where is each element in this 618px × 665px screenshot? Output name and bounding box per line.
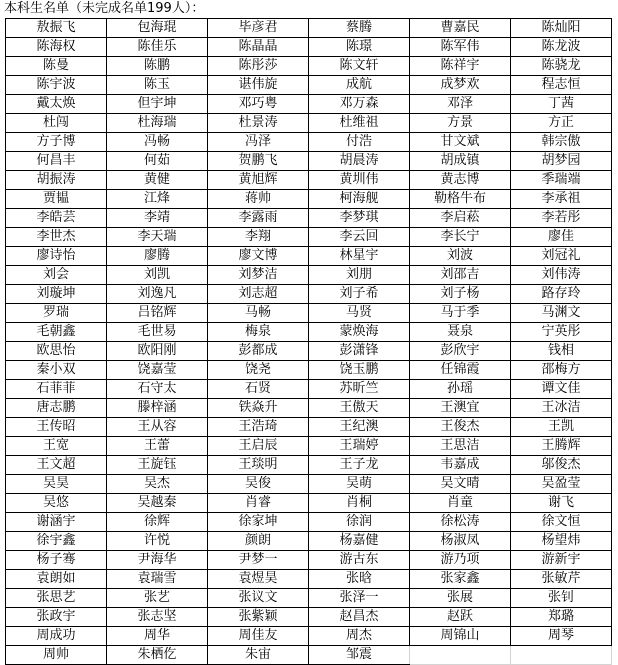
name-cell[interactable]: 勒格牛布: [410, 190, 511, 209]
name-cell[interactable]: 张议文: [208, 589, 309, 608]
table-row: [6, 76, 612, 95]
name-cell[interactable]: 韦嘉成: [410, 456, 511, 475]
name-cell[interactable]: 张家鑫: [410, 570, 511, 589]
name-cell[interactable]: 陈骁龙: [511, 57, 612, 76]
table-row: [6, 513, 612, 532]
table-row: [6, 190, 612, 209]
name-cell[interactable]: 张晗: [309, 570, 410, 589]
name-cell[interactable]: 廖文博: [208, 247, 309, 266]
name-cell[interactable]: 徐润: [309, 513, 410, 532]
name-cell[interactable]: 王宽: [6, 437, 107, 456]
name-cell[interactable]: 吴萌: [309, 475, 410, 494]
table-row: [6, 532, 612, 551]
name-cell[interactable]: 郑璐: [511, 608, 612, 627]
table-row: [6, 266, 612, 285]
name-cell[interactable]: 袁朗如: [6, 570, 107, 589]
name-cell[interactable]: 成梦欢: [410, 76, 511, 95]
name-cell[interactable]: 彭都成: [208, 342, 309, 361]
name-cell[interactable]: 贺鹏飞: [208, 152, 309, 171]
name-cell[interactable]: 石菲菲: [6, 380, 107, 399]
name-cell[interactable]: 宁英彤: [511, 323, 612, 342]
table-row: [6, 551, 612, 570]
table-row: [6, 171, 612, 190]
name-cell[interactable]: 方正: [511, 114, 612, 133]
name-cell[interactable]: 任锦霞: [410, 361, 511, 380]
name-cell[interactable]: 孙瑶: [410, 380, 511, 399]
name-cell[interactable]: 方景: [410, 114, 511, 133]
name-cell[interactable]: 徐家坤: [208, 513, 309, 532]
name-cell[interactable]: 陈曼: [6, 57, 107, 76]
name-cell[interactable]: 王蕾: [107, 437, 208, 456]
name-cell[interactable]: 张紫颖: [208, 608, 309, 627]
table-row: [6, 361, 612, 380]
name-cell[interactable]: 胡梦园: [511, 152, 612, 171]
name-cell[interactable]: 包海琨: [107, 19, 208, 38]
name-cell[interactable]: 王瑞婷: [309, 437, 410, 456]
name-cell[interactable]: 程志恒: [511, 76, 612, 95]
name-cell[interactable]: 杜维祖: [309, 114, 410, 133]
table-row: [6, 589, 612, 608]
student-name-table: [5, 18, 612, 665]
name-cell[interactable]: 黄圳伟: [309, 171, 410, 190]
name-cell[interactable]: 廖诗怡: [6, 247, 107, 266]
name-cell[interactable]: 王傲天: [309, 399, 410, 418]
name-cell[interactable]: 陈宇波: [6, 76, 107, 95]
name-cell[interactable]: 王浩琦: [208, 418, 309, 437]
name-cell[interactable]: 毛世易: [107, 323, 208, 342]
name-cell[interactable]: 尹梦一: [208, 551, 309, 570]
name-cell[interactable]: 尹海华: [107, 551, 208, 570]
table-row: [6, 304, 612, 323]
table-row: [6, 494, 612, 513]
name-cell[interactable]: 李承祖: [511, 190, 612, 209]
name-cell[interactable]: 许悦: [107, 532, 208, 551]
name-cell[interactable]: 张钊: [511, 589, 612, 608]
name-cell[interactable]: 戴太焕: [6, 95, 107, 114]
name-cell[interactable]: 何昌丰: [6, 152, 107, 171]
table-row: [6, 247, 612, 266]
name-cell[interactable]: 周杰: [309, 627, 410, 646]
name-cell[interactable]: 李云回: [309, 228, 410, 247]
name-cell[interactable]: 吴悠: [6, 494, 107, 513]
name-cell[interactable]: 杜景涛: [208, 114, 309, 133]
name-cell[interactable]: 陈海权: [6, 38, 107, 57]
name-cell[interactable]: 刘逸凡: [107, 285, 208, 304]
name-cell[interactable]: 王从容: [107, 418, 208, 437]
name-cell[interactable]: 王思洁: [410, 437, 511, 456]
name-cell[interactable]: 毕彦君: [208, 19, 309, 38]
name-cell[interactable]: 路存玲: [511, 285, 612, 304]
name-cell[interactable]: 饶嘉莹: [107, 361, 208, 380]
name-cell[interactable]: 付浩: [309, 133, 410, 152]
name-cell[interactable]: 廖腾: [107, 247, 208, 266]
table-row: [6, 380, 612, 399]
name-cell[interactable]: 谭文佳: [511, 380, 612, 399]
name-cell[interactable]: 李翔: [208, 228, 309, 247]
name-cell[interactable]: 邵梅方: [511, 361, 612, 380]
name-cell[interactable]: 杜海瑞: [107, 114, 208, 133]
name-cell[interactable]: 吴杰: [107, 475, 208, 494]
name-cell[interactable]: 刘子杨: [410, 285, 511, 304]
name-cell[interactable]: 唐志鹏: [6, 399, 107, 418]
table-row: [6, 285, 612, 304]
name-cell[interactable]: 韩宗傲: [511, 133, 612, 152]
name-cell[interactable]: 马渊文: [511, 304, 612, 323]
name-cell[interactable]: 杨淑凤: [410, 532, 511, 551]
table-row: [6, 38, 612, 57]
name-cell[interactable]: 谌伟旋: [208, 76, 309, 95]
name-cell[interactable]: 陈鹏: [107, 57, 208, 76]
name-cell[interactable]: 陈佳乐: [107, 38, 208, 57]
name-cell[interactable]: 林星宇: [309, 247, 410, 266]
name-cell[interactable]: 袁煜昊: [208, 570, 309, 589]
name-cell[interactable]: 吴俊: [208, 475, 309, 494]
name-cell[interactable]: 邓万森: [309, 95, 410, 114]
name-cell[interactable]: 吴越秦: [107, 494, 208, 513]
name-cell[interactable]: 游古东: [309, 551, 410, 570]
name-cell[interactable]: 吕铭辉: [107, 304, 208, 323]
name-cell[interactable]: 王腾辉: [511, 437, 612, 456]
name-cell[interactable]: 张志坚: [107, 608, 208, 627]
name-cell[interactable]: 蔡腾: [309, 19, 410, 38]
name-cell[interactable]: 朱宙: [208, 646, 309, 665]
name-cell[interactable]: 张敏芹: [511, 570, 612, 589]
name-cell[interactable]: 徐宇鑫: [6, 532, 107, 551]
name-cell[interactable]: 蒋帅: [208, 190, 309, 209]
name-cell[interactable]: 王旋钰: [107, 456, 208, 475]
name-cell[interactable]: 李启菘: [410, 209, 511, 228]
table-row: [6, 418, 612, 437]
name-cell[interactable]: 王启辰: [208, 437, 309, 456]
name-cell[interactable]: 刘璇坤: [6, 285, 107, 304]
name-cell[interactable]: 刘朋: [309, 266, 410, 285]
name-cell[interactable]: 廖佳: [511, 228, 612, 247]
name-cell[interactable]: 刘梦洁: [208, 266, 309, 285]
name-cell[interactable]: 王冰洁: [511, 399, 612, 418]
name-cell[interactable]: 张思艺: [6, 589, 107, 608]
name-cell[interactable]: 张展: [410, 589, 511, 608]
name-cell[interactable]: 胡晨涛: [309, 152, 410, 171]
name-cell[interactable]: 刘邵吉: [410, 266, 511, 285]
name-cell[interactable]: 李皓芸: [6, 209, 107, 228]
name-cell[interactable]: 王凯: [511, 418, 612, 437]
name-cell[interactable]: 杜闯: [6, 114, 107, 133]
name-cell[interactable]: 何茹: [107, 152, 208, 171]
name-cell[interactable]: 吴盈莹: [511, 475, 612, 494]
name-cell[interactable]: 李若彤: [511, 209, 612, 228]
name-cell[interactable]: 谢飞: [511, 494, 612, 513]
table-row: [6, 228, 612, 247]
name-cell[interactable]: 杨嘉健: [309, 532, 410, 551]
name-cell[interactable]: 肖桐: [309, 494, 410, 513]
name-cell[interactable]: 欧阳刚: [107, 342, 208, 361]
name-cell[interactable]: 周佳友: [208, 627, 309, 646]
table-row: [6, 475, 612, 494]
name-cell[interactable]: 赵昌杰: [309, 608, 410, 627]
name-cell[interactable]: 梅泉: [208, 323, 309, 342]
name-cell[interactable]: 袁瑞雪: [107, 570, 208, 589]
table-row: [6, 323, 612, 342]
name-cell[interactable]: 欧思怡: [6, 342, 107, 361]
name-cell[interactable]: 游新宇: [511, 551, 612, 570]
name-cell[interactable]: 朱栖仡: [107, 646, 208, 665]
name-cell[interactable]: 王纪澳: [309, 418, 410, 437]
name-cell[interactable]: 张政宇: [6, 608, 107, 627]
name-cell[interactable]: 谢涵宇: [6, 513, 107, 532]
name-cell[interactable]: 吴文晴: [410, 475, 511, 494]
name-cell[interactable]: 李世杰: [6, 228, 107, 247]
name-cell[interactable]: 秦小双: [6, 361, 107, 380]
name-cell[interactable]: 李天瑞: [107, 228, 208, 247]
name-cell[interactable]: 陈军伟: [410, 38, 511, 57]
name-cell[interactable]: 刘子希: [309, 285, 410, 304]
table-row: [6, 342, 612, 361]
name-cell[interactable]: 滕梓涵: [107, 399, 208, 418]
name-cell[interactable]: 陈文轩: [309, 57, 410, 76]
name-cell[interactable]: 刘志超: [208, 285, 309, 304]
name-cell[interactable]: 罗瑞: [6, 304, 107, 323]
name-cell[interactable]: 刘会: [6, 266, 107, 285]
name-cell[interactable]: 邓巧粤: [208, 95, 309, 114]
name-cell[interactable]: 吴昊: [6, 475, 107, 494]
table-row: [6, 152, 612, 171]
name-cell[interactable]: 王俊杰: [410, 418, 511, 437]
name-cell[interactable]: 游乃项: [410, 551, 511, 570]
name-cell[interactable]: 王澳宜: [410, 399, 511, 418]
name-cell[interactable]: 邬俊杰: [511, 456, 612, 475]
name-cell[interactable]: 王传昭: [6, 418, 107, 437]
student-name-table-body: [6, 19, 612, 665]
table-row: [6, 646, 612, 665]
name-cell[interactable]: 毛朝鑫: [6, 323, 107, 342]
name-cell[interactable]: 颜朗: [208, 532, 309, 551]
name-cell[interactable]: 李长宁: [410, 228, 511, 247]
table-row: [6, 57, 612, 76]
name-cell[interactable]: 饶尧: [208, 361, 309, 380]
name-cell[interactable]: 肖睿: [208, 494, 309, 513]
name-cell[interactable]: 刘伟涛: [511, 266, 612, 285]
table-row: [6, 209, 612, 228]
name-cell[interactable]: 陈玉: [107, 76, 208, 95]
name-cell[interactable]: 江烽: [107, 190, 208, 209]
name-cell[interactable]: [410, 646, 511, 665]
name-cell[interactable]: [511, 646, 612, 665]
name-cell[interactable]: 季瑞端: [511, 171, 612, 190]
name-cell[interactable]: 敖振飞: [6, 19, 107, 38]
name-cell[interactable]: 陈璟: [309, 38, 410, 57]
table-row: [6, 95, 612, 114]
name-cell[interactable]: 石守太: [107, 380, 208, 399]
name-cell[interactable]: 黄志博: [410, 171, 511, 190]
name-cell[interactable]: 丁茜: [511, 95, 612, 114]
name-cell[interactable]: 杨子骞: [6, 551, 107, 570]
table-row: [6, 608, 612, 627]
name-cell[interactable]: 徐辉: [107, 513, 208, 532]
name-cell[interactable]: 周琴: [511, 627, 612, 646]
table-row: [6, 399, 612, 418]
name-cell[interactable]: 彭潇锋: [309, 342, 410, 361]
name-cell[interactable]: 马贤: [309, 304, 410, 323]
name-cell[interactable]: 彭欣宇: [410, 342, 511, 361]
name-cell[interactable]: 刘波: [410, 247, 511, 266]
name-cell[interactable]: 陈彤莎: [208, 57, 309, 76]
name-cell[interactable]: 聂泉: [410, 323, 511, 342]
name-cell[interactable]: 柯海舰: [309, 190, 410, 209]
name-cell[interactable]: 陈灿阳: [511, 19, 612, 38]
name-cell[interactable]: 方子博: [6, 133, 107, 152]
name-cell[interactable]: 张泽一: [309, 589, 410, 608]
sheet-title: 本科生名单（未完成名单199人）：: [4, 1, 205, 16]
name-cell[interactable]: 王子龙: [309, 456, 410, 475]
name-cell[interactable]: 马于季: [410, 304, 511, 323]
name-cell[interactable]: 冯畅: [107, 133, 208, 152]
name-cell[interactable]: 蒙焕海: [309, 323, 410, 342]
name-cell[interactable]: 胡振涛: [6, 171, 107, 190]
table-row: [6, 437, 612, 456]
name-cell[interactable]: 贾韫: [6, 190, 107, 209]
name-cell[interactable]: 刘凯: [107, 266, 208, 285]
name-cell[interactable]: 铁焱升: [208, 399, 309, 418]
table-row: [6, 456, 612, 475]
name-cell[interactable]: 李靖: [107, 209, 208, 228]
name-cell[interactable]: 甘文斌: [410, 133, 511, 152]
name-cell[interactable]: 邹震: [309, 646, 410, 665]
name-cell[interactable]: 苏昕竺: [309, 380, 410, 399]
name-cell[interactable]: 徐松涛: [410, 513, 511, 532]
table-row: [6, 114, 612, 133]
name-cell[interactable]: 陈晶晶: [208, 38, 309, 57]
name-cell[interactable]: 肖童: [410, 494, 511, 513]
name-cell[interactable]: 李梦琪: [309, 209, 410, 228]
name-cell[interactable]: 马畅: [208, 304, 309, 323]
name-cell[interactable]: 成航: [309, 76, 410, 95]
name-cell[interactable]: 刘冠礼: [511, 247, 612, 266]
table-row: [6, 570, 612, 589]
name-cell[interactable]: 王琰明: [208, 456, 309, 475]
name-cell[interactable]: 钱相: [511, 342, 612, 361]
name-cell[interactable]: 张艺: [107, 589, 208, 608]
name-cell[interactable]: 陈龙波: [511, 38, 612, 57]
name-cell[interactable]: 但宇坤: [107, 95, 208, 114]
name-cell[interactable]: 杨望炜: [511, 532, 612, 551]
name-cell[interactable]: 邓泽: [410, 95, 511, 114]
name-cell[interactable]: 胡成镇: [410, 152, 511, 171]
name-cell[interactable]: 饶玉鹏: [309, 361, 410, 380]
name-cell[interactable]: 周帅: [6, 646, 107, 665]
name-cell[interactable]: 黄健: [107, 171, 208, 190]
table-row: [6, 627, 612, 646]
name-cell[interactable]: 王文超: [6, 456, 107, 475]
name-cell[interactable]: 赵跃: [410, 608, 511, 627]
name-cell[interactable]: 曹嘉民: [410, 19, 511, 38]
name-cell[interactable]: 石贤: [208, 380, 309, 399]
name-cell[interactable]: 徐文恒: [511, 513, 612, 532]
name-cell[interactable]: 周锦山: [410, 627, 511, 646]
name-cell[interactable]: 黄旭辉: [208, 171, 309, 190]
table-row: [6, 19, 612, 38]
name-cell[interactable]: 陈祥宇: [410, 57, 511, 76]
name-cell[interactable]: 周成功: [6, 627, 107, 646]
name-cell[interactable]: 周华: [107, 627, 208, 646]
table-row: [6, 133, 612, 152]
name-cell[interactable]: 冯泽: [208, 133, 309, 152]
name-cell[interactable]: 李露雨: [208, 209, 309, 228]
